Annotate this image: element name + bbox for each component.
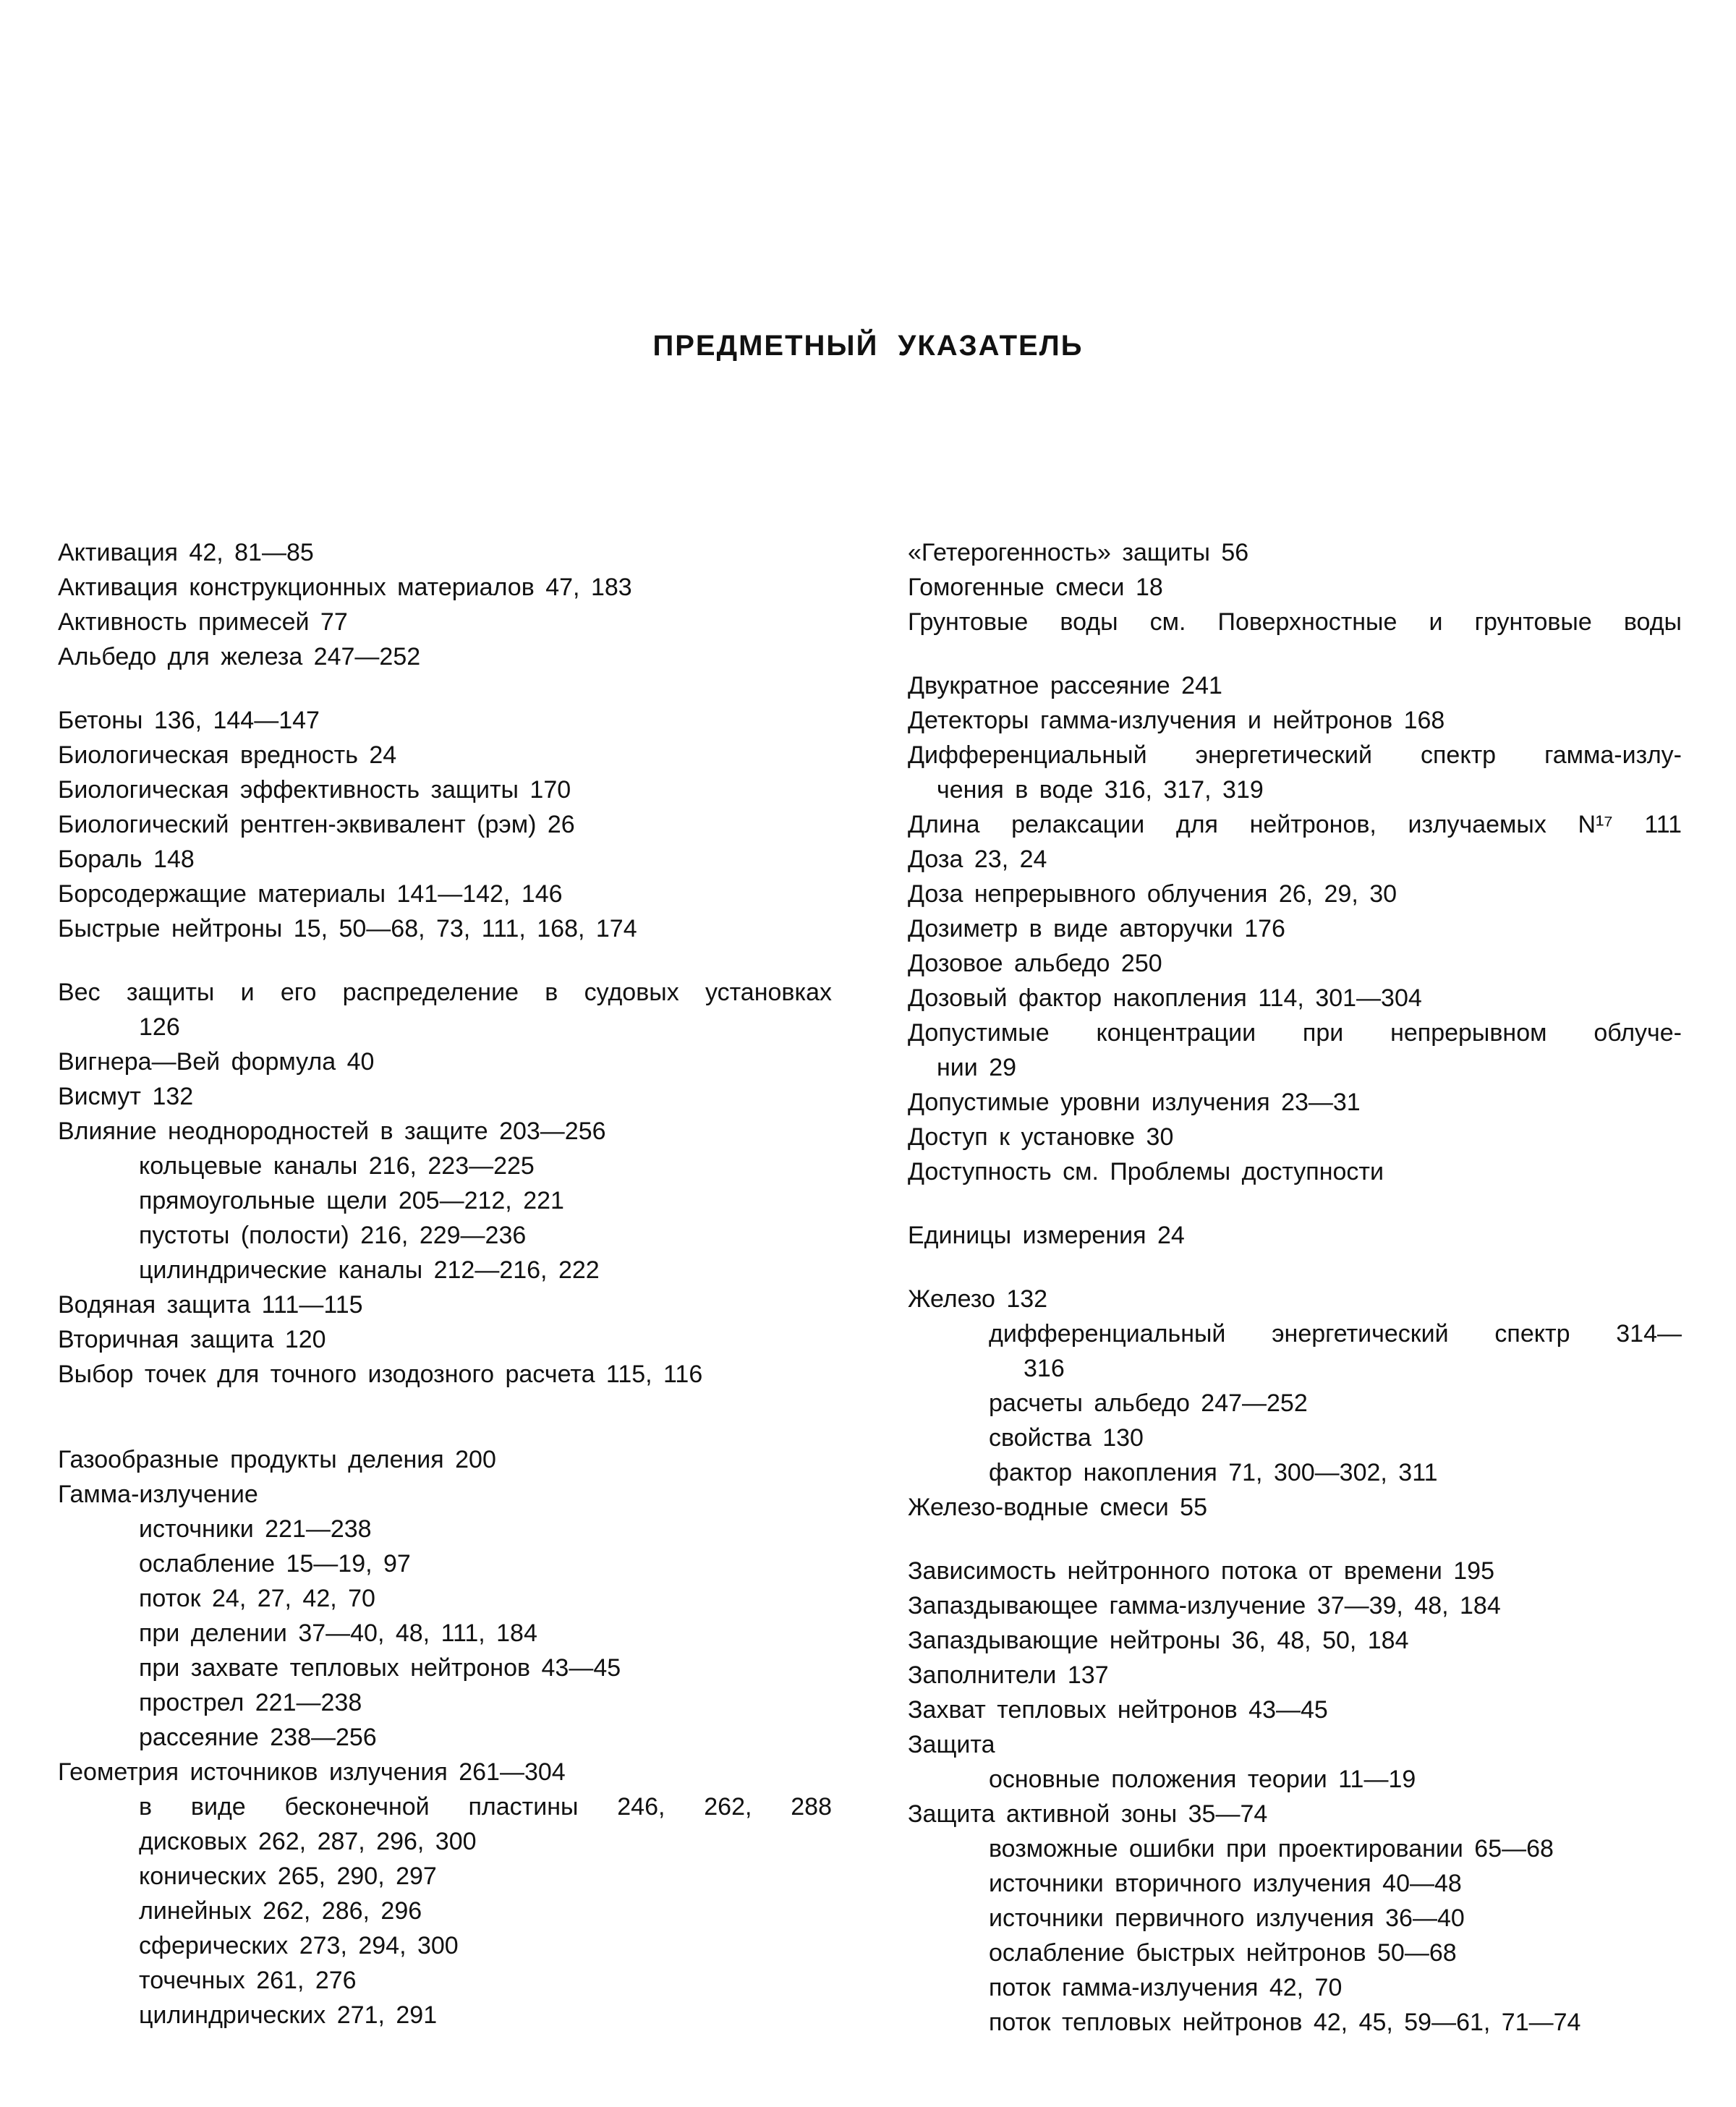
index-subentry: расчеты альбедо 247—252	[989, 1389, 1308, 1417]
index-subentry: ослабление 15—19, 97	[139, 1550, 411, 1578]
index-entry: Биологический рентген-эквивалент (рэм) 26	[58, 811, 575, 838]
index-entry: Дозиметр в виде авторучки 176	[908, 915, 1285, 942]
index-entry: Длина релаксации для нейтронов, излучаемых N¹⁷ 111	[908, 811, 1682, 838]
index-entry: Альбедо для железа 247—252	[58, 643, 421, 671]
index-letter-group	[58, 1442, 832, 2032]
index-column-left	[58, 535, 832, 2032]
index-entry: Дозовое альбедо 250	[908, 950, 1162, 977]
index-entry: Дифференциальный энергетический спектр гамма-излу-	[908, 741, 1682, 769]
index-entry: Водяная защита 111—115	[58, 1291, 363, 1319]
index-entry: «Гетерогенность» защиты 56	[908, 539, 1249, 566]
index-entry: Активация 42, 81—85	[58, 539, 314, 566]
index-letter-group	[908, 1218, 1682, 1253]
index-subentry: основные положения теории 11—19	[989, 1766, 1416, 1793]
index-entry: Висмут 132	[58, 1083, 194, 1110]
index-subentry: источники первичного излучения 36—40	[989, 1904, 1465, 1932]
index-subentry: кольцевые каналы 216, 223—225	[139, 1152, 535, 1180]
index-entry: Грунтовые воды см. Поверхностные и грунтовые воды	[908, 608, 1682, 636]
index-subentry: источники 221—238	[139, 1515, 372, 1543]
index-subentry: источники вторичного излучения 40—48	[989, 1870, 1462, 1897]
index-entry: Защита активной зоны 35—74	[908, 1800, 1268, 1828]
index-column-right	[908, 535, 1682, 2040]
index-subentry: конических 265, 290, 297	[139, 1863, 437, 1890]
index-entry: Единицы измерения 24	[908, 1222, 1185, 1249]
index-entry: Вторичная защита 120	[58, 1326, 326, 1353]
index-entry: Допустимые концентрации при непрерывном облуче-	[908, 1019, 1682, 1047]
index-letter-group	[58, 703, 832, 946]
index-subentry: цилиндрические каналы 212—216, 222	[139, 1256, 600, 1284]
index-subentry: поток тепловых нейтронов 42, 45, 59—61, 71—74	[989, 2009, 1581, 2036]
index-entry: Влияние неоднородностей в защите 203—256	[58, 1118, 606, 1145]
index-entry: Запаздывающие нейтроны 36, 48, 50, 184	[908, 1627, 1409, 1654]
index-entry: Биологическая эффективность защиты 170	[58, 776, 571, 804]
index-letter-group	[908, 1554, 1682, 2040]
index-entry: Доза непрерывного облучения 26, 29, 30	[908, 880, 1397, 908]
index-entry: Защита	[908, 1731, 995, 1758]
index-subentry: поток гамма-излучения 42, 70	[989, 1974, 1343, 2001]
index-subentry: 126	[139, 1013, 180, 1041]
index-subentry: линейных 262, 286, 296	[139, 1897, 422, 1925]
index-letter-group	[58, 535, 832, 674]
index-entry: Выбор точек для точного изодозного расчета 115, 116	[58, 1361, 703, 1388]
index-entry: Биологическая вредность 24	[58, 741, 397, 769]
index-subentry: при делении 37—40, 48, 111, 184	[139, 1619, 537, 1647]
index-entry: Активность примесей 77	[58, 608, 348, 636]
index-subentry: дифференциальный энергетический спектр 314—	[989, 1320, 1682, 1348]
index-entry: чения в воде 316, 317, 319	[937, 776, 1264, 804]
index-subentry: точечных 261, 276	[139, 1967, 357, 1994]
index-letter-group	[58, 975, 832, 1392]
index-entry: нии 29	[937, 1054, 1017, 1081]
index-entry: Борсодержащие материалы 141—142, 146	[58, 880, 563, 908]
page-title: ПРЕДМЕТНЫЙ УКАЗАТЕЛЬ	[652, 330, 1084, 362]
index-entry: Геометрия источников излучения 261—304	[58, 1758, 566, 1786]
index-entry: Дозовый фактор накопления 114, 301—304	[908, 984, 1422, 1012]
index-entry: Вигнера—Вей формула 40	[58, 1048, 375, 1076]
index-entry: 316	[1024, 1355, 1065, 1382]
index-entry: Доза 23, 24	[908, 846, 1047, 873]
index-entry: Газообразные продукты деления 200	[58, 1446, 496, 1473]
index-entry: Железо-водные смеси 55	[908, 1494, 1207, 1521]
index-letter-group	[908, 535, 1682, 639]
index-entry: Железо 132	[908, 1285, 1048, 1313]
index-subentry: при захвате тепловых нейтронов 43—45	[139, 1654, 621, 1682]
index-entry: Захват тепловых нейтронов 43—45	[908, 1696, 1328, 1724]
index-subentry: сферических 273, 294, 300	[139, 1932, 459, 1959]
index-subentry: ослабление быстрых нейтронов 50—68	[989, 1939, 1457, 1967]
index-subentry: фактор накопления 71, 300—302, 311	[989, 1459, 1438, 1486]
index-entry: Вес защиты и его распределение в судовых установках	[58, 979, 832, 1006]
index-entry: Бетоны 136, 144—147	[58, 707, 320, 734]
index-entry: Доступность см. Проблемы доступности	[908, 1158, 1384, 1186]
index-subentry: поток 24, 27, 42, 70	[139, 1585, 375, 1612]
index-entry: Детекторы гамма-излучения и нейтронов 168	[908, 707, 1445, 734]
index-subentry: прямоугольные щели 205—212, 221	[139, 1187, 564, 1214]
index-entry: Активация конструкционных материалов 47, 183	[58, 574, 632, 601]
index-entry: Заполнители 137	[908, 1661, 1109, 1689]
index-entry: Допустимые уровни излучения 23—31	[908, 1089, 1361, 1116]
index-subentry: дисковых 262, 287, 296, 300	[139, 1828, 477, 1855]
index-entry: Гамма-излучение	[58, 1481, 258, 1508]
index-subentry: цилиндрических 271, 291	[139, 2001, 438, 2029]
index-subentry: пустоты (полости) 216, 229—236	[139, 1222, 527, 1249]
index-subentry: прострел 221—238	[139, 1689, 362, 1716]
index-subentry: возможные ошибки при проектировании 65—68	[989, 1835, 1554, 1863]
index-letter-group	[908, 668, 1682, 1189]
index-entry: Двукратное рассеяние 241	[908, 672, 1222, 699]
index-subentry: в виде бесконечной пластины 246, 262, 288	[139, 1793, 832, 1821]
index-subentry: свойства 130	[989, 1424, 1144, 1452]
index-letter-group	[908, 1282, 1682, 1525]
index-entry: Гомогенные смеси 18	[908, 574, 1163, 601]
index-entry: Бораль 148	[58, 846, 195, 873]
index-subentry: рассеяние 238—256	[139, 1724, 377, 1751]
index-entry: Быстрые нейтроны 15, 50—68, 73, 111, 168, 174	[58, 915, 637, 942]
index-entry: Запаздывающее гамма-излучение 37—39, 48, 184	[908, 1592, 1501, 1619]
index-entry: Зависимость нейтронного потока от времени 195	[908, 1557, 1494, 1585]
index-entry: Доступ к установке 30	[908, 1123, 1174, 1151]
